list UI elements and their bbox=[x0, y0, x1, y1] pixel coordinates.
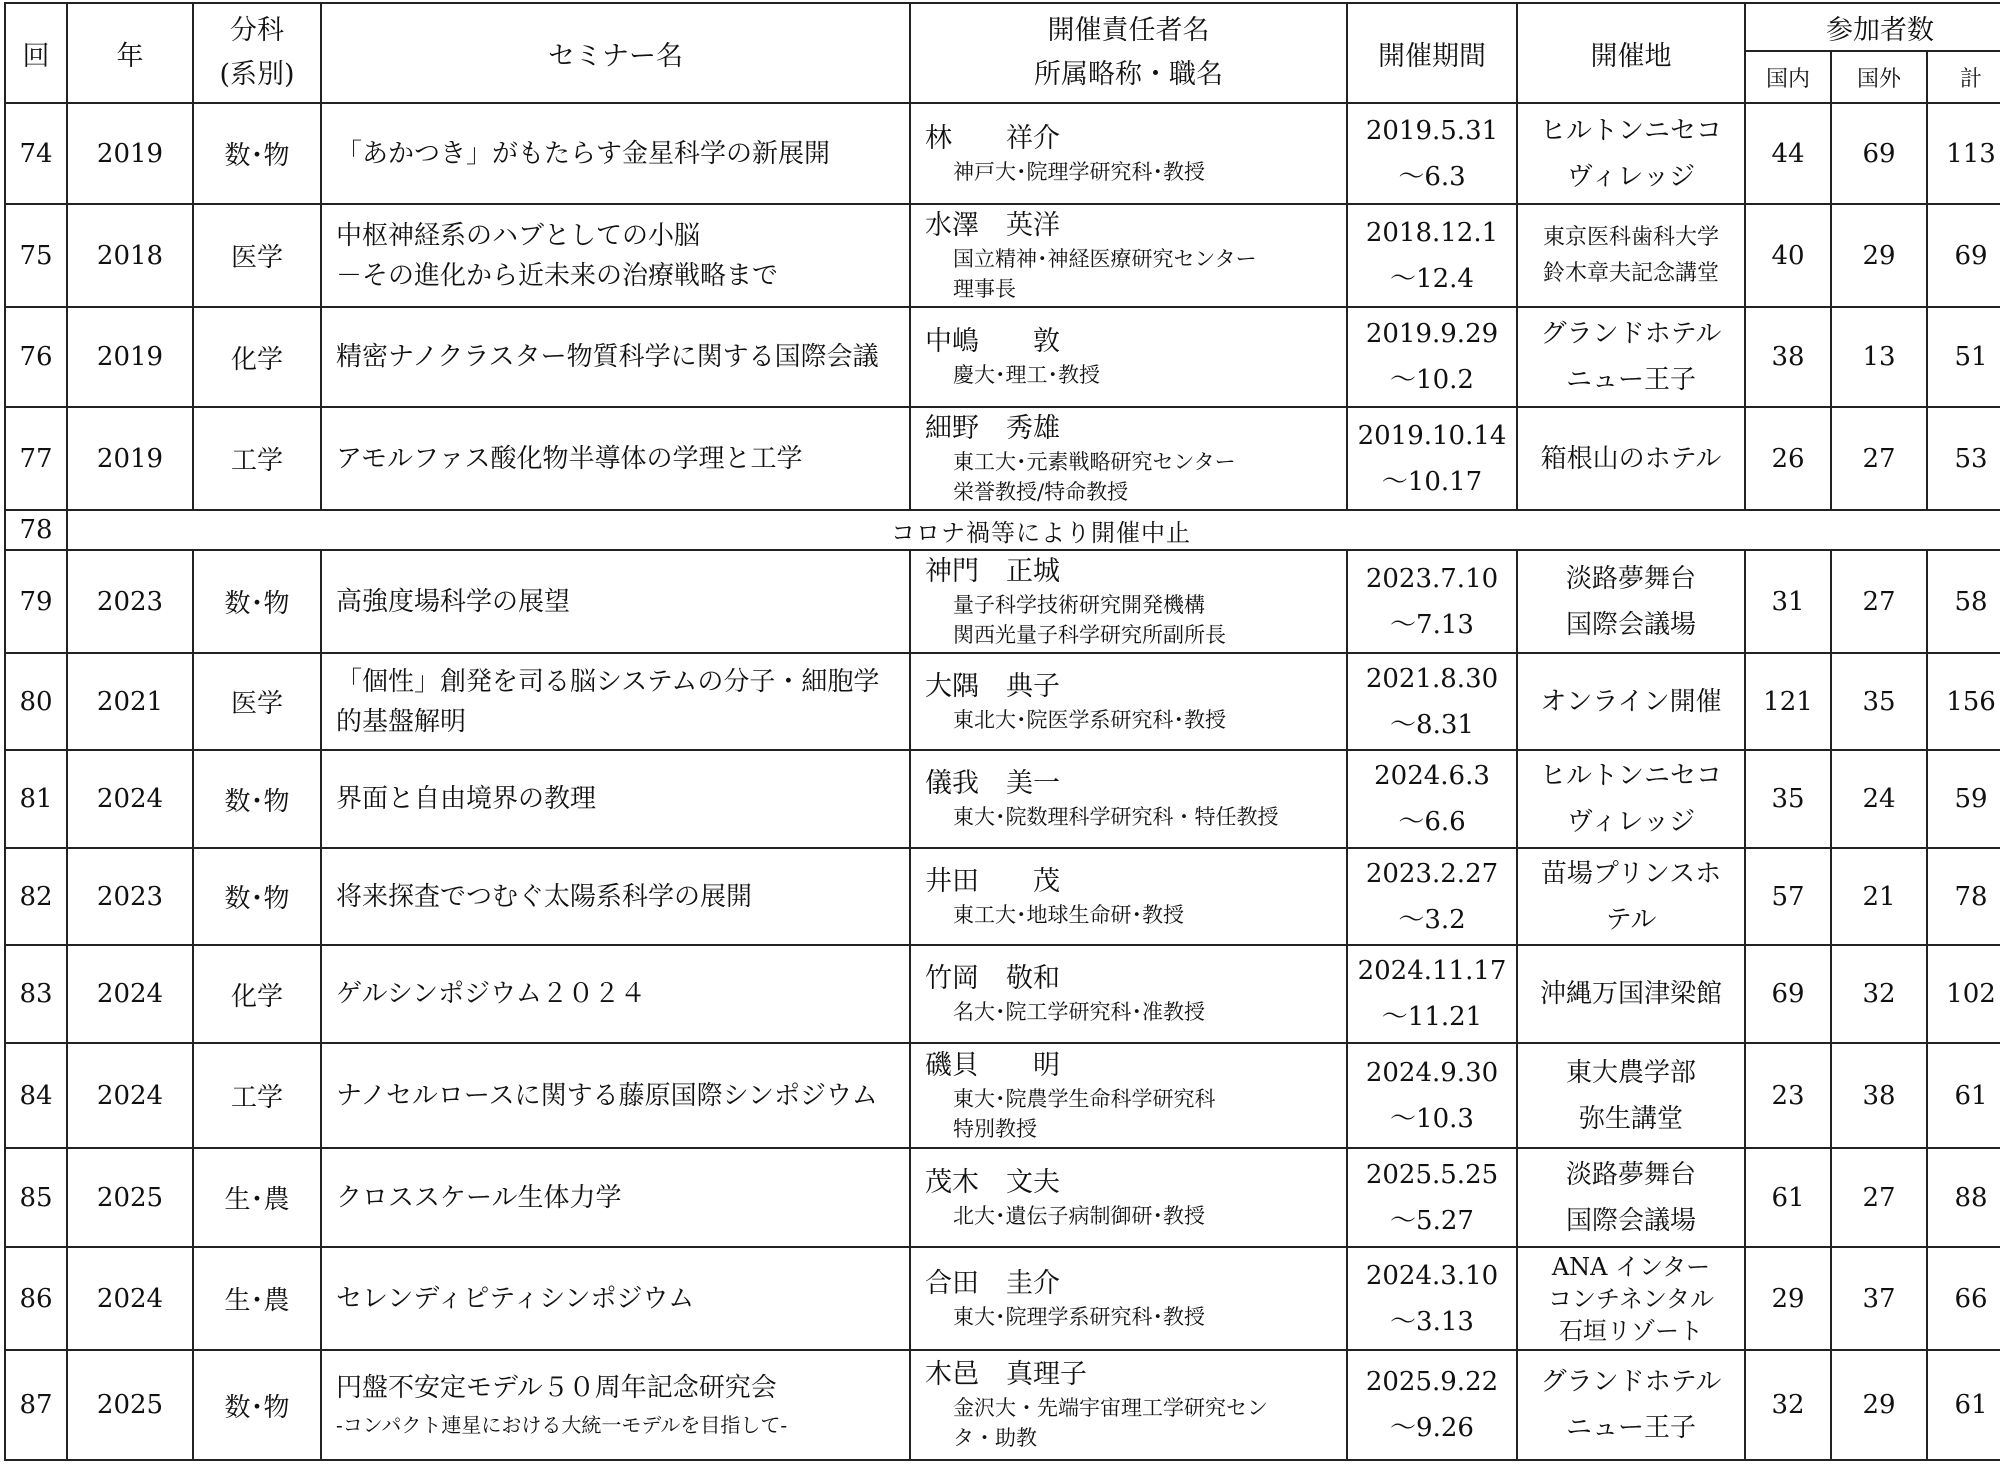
cell-total: 88 bbox=[1927, 1148, 2000, 1247]
cell-domestic: 35 bbox=[1745, 750, 1831, 848]
cell-no: 87 bbox=[5, 1350, 67, 1460]
cell-venue: 箱根山のホテル bbox=[1517, 407, 1745, 510]
cell-overseas: 27 bbox=[1831, 407, 1927, 510]
cell-period: 2019.5.31 ～6.3 bbox=[1347, 103, 1517, 204]
cell-cancelled: コロナ禍等により開催中止 bbox=[67, 510, 2000, 550]
organizer-affiliation: 東工大･元素戦略研究センター 栄誉教授/特命教授 bbox=[953, 449, 1236, 504]
cell-organizer bbox=[910, 1148, 1347, 1247]
cell-title bbox=[321, 1247, 910, 1350]
cell-no: 78 bbox=[5, 510, 67, 550]
cell-year: 2023 bbox=[67, 550, 193, 653]
cell-domestic: 38 bbox=[1745, 307, 1831, 407]
cell-total: 78 bbox=[1927, 848, 2000, 945]
table-row bbox=[5, 1148, 2000, 1247]
cell-total: 58 bbox=[1927, 550, 2000, 653]
cell-period: 2018.12.1 ～12.4 bbox=[1347, 204, 1517, 307]
cell-no: 86 bbox=[5, 1247, 67, 1350]
cell-period: 2025.5.25 ～5.27 bbox=[1347, 1148, 1517, 1247]
cell-field: 数･物 bbox=[193, 550, 321, 653]
cell-venue: グランドホテル ニュー王子 bbox=[1517, 1350, 1745, 1460]
cell-domestic: 29 bbox=[1745, 1247, 1831, 1350]
cell-field: 数･物 bbox=[193, 848, 321, 945]
table-row bbox=[5, 750, 2000, 848]
organizer-name: 茂木 文夫 bbox=[925, 1166, 1060, 1198]
cell-title bbox=[321, 407, 910, 510]
cell-no: 81 bbox=[5, 750, 67, 848]
cell-domestic: 44 bbox=[1745, 103, 1831, 204]
cell-overseas: 13 bbox=[1831, 307, 1927, 407]
cell-overseas: 24 bbox=[1831, 750, 1927, 848]
cell-year: 2018 bbox=[67, 204, 193, 307]
cell-year: 2019 bbox=[67, 407, 193, 510]
cell-no: 83 bbox=[5, 945, 67, 1043]
cell-overseas: 32 bbox=[1831, 945, 1927, 1043]
cell-overseas: 29 bbox=[1831, 1350, 1927, 1460]
organizer-name: 林 祥介 bbox=[925, 122, 1060, 154]
cell-title bbox=[321, 1148, 910, 1247]
seminar-title: 界面と自由境界の教理 bbox=[336, 784, 597, 814]
table-row bbox=[5, 1247, 2000, 1350]
table-row bbox=[5, 407, 2000, 510]
cell-total: 61 bbox=[1927, 1043, 2000, 1148]
cell-field: 医学 bbox=[193, 204, 321, 307]
seminar-title: アモルファス酸化物半導体の学理と工学 bbox=[336, 443, 803, 474]
header-venue: 開催地 bbox=[1517, 3, 1745, 103]
table-row bbox=[5, 204, 2000, 307]
cell-organizer bbox=[910, 1350, 1347, 1460]
header-row bbox=[5, 3, 2000, 51]
header-total: 計 bbox=[1927, 51, 2000, 103]
organizer-affiliation: 東大･院農学生命科学研究科 特別教授 bbox=[953, 1086, 1216, 1141]
cell-title bbox=[321, 653, 910, 750]
cell-overseas: 69 bbox=[1831, 103, 1927, 204]
cell-total: 59 bbox=[1927, 750, 2000, 848]
cell-organizer bbox=[910, 848, 1347, 945]
organizer-name: 大隅 典子 bbox=[925, 670, 1060, 702]
seminar-title: 中枢神経系のハブとしての小脳 －その進化から近未来の治療戦略まで bbox=[336, 220, 779, 291]
seminar-title: セレンディピティシンポジウム bbox=[336, 1283, 695, 1314]
cell-domestic: 57 bbox=[1745, 848, 1831, 945]
table-body bbox=[5, 103, 2000, 1460]
cell-field: 生･農 bbox=[193, 1148, 321, 1247]
cell-year: 2023 bbox=[67, 848, 193, 945]
cell-venue: 苗場プリンスホ テル bbox=[1517, 848, 1745, 945]
cell-field: 工学 bbox=[193, 1043, 321, 1148]
cell-no: 76 bbox=[5, 307, 67, 407]
table-row bbox=[5, 1043, 2000, 1148]
cell-no: 77 bbox=[5, 407, 67, 510]
seminar-title: 「あかつき」がもたらす金星科学の新展開 bbox=[336, 138, 831, 169]
seminar-subtitle: -コンパクト連星における大統一モデルを目指して- bbox=[336, 1413, 788, 1437]
cell-organizer bbox=[910, 307, 1347, 407]
cell-organizer bbox=[910, 204, 1347, 307]
cell-no: 82 bbox=[5, 848, 67, 945]
table-row bbox=[5, 1350, 2000, 1460]
cell-period: 2019.9.29 ～10.2 bbox=[1347, 307, 1517, 407]
organizer-affiliation: 慶大･理工･教授 bbox=[953, 363, 1100, 387]
seminar-title: 「個性」創発を司る脳システムの分子・細胞学的基盤解明 bbox=[336, 666, 880, 737]
header-no: 回 bbox=[5, 3, 67, 103]
table-row bbox=[5, 103, 2000, 204]
cell-overseas: 27 bbox=[1831, 550, 1927, 653]
header-field: 分科 (系別) bbox=[193, 3, 321, 103]
organizer-name: 細野 秀雄 bbox=[925, 412, 1060, 444]
organizer-name: 水澤 英洋 bbox=[925, 209, 1060, 241]
cell-title bbox=[321, 945, 910, 1043]
cell-field: 医学 bbox=[193, 653, 321, 750]
cell-total: 69 bbox=[1927, 204, 2000, 307]
cell-no: 74 bbox=[5, 103, 67, 204]
organizer-affiliation: 東大･院数理科学研究科・特任教授 bbox=[953, 805, 1279, 829]
cell-venue: オンライン開催 bbox=[1517, 653, 1745, 750]
organizer-affiliation: 量子科学技術研究開発機構 関西光量子科学研究所副所長 bbox=[953, 592, 1226, 647]
cell-period: 2023.2.27 ～3.2 bbox=[1347, 848, 1517, 945]
cell-title bbox=[321, 750, 910, 848]
cell-domestic: 26 bbox=[1745, 407, 1831, 510]
cell-year: 2024 bbox=[67, 945, 193, 1043]
cell-venue: グランドホテル ニュー王子 bbox=[1517, 307, 1745, 407]
cell-total: 113 bbox=[1927, 103, 2000, 204]
organizer-affiliation: 東工大･地球生命研･教授 bbox=[953, 902, 1184, 927]
cell-organizer bbox=[910, 550, 1347, 653]
cell-year: 2024 bbox=[67, 750, 193, 848]
cell-title bbox=[321, 848, 910, 945]
seminar-title: 精密ナノクラスター物質科学に関する国際会議 bbox=[336, 342, 879, 372]
cell-domestic: 69 bbox=[1745, 945, 1831, 1043]
seminar-title: クロススケール生体力学 bbox=[336, 1182, 622, 1213]
seminar-title: ナノセルロースに関する藤原国際シンポジウム bbox=[336, 1080, 878, 1111]
organizer-affiliation: 名大･院工学研究科･准教授 bbox=[953, 1000, 1205, 1024]
cell-organizer bbox=[910, 103, 1347, 204]
cell-field: 生･農 bbox=[193, 1247, 321, 1350]
cell-field: 化学 bbox=[193, 307, 321, 407]
cell-overseas: 37 bbox=[1831, 1247, 1927, 1350]
seminar-title: 円盤不安定モデル５０周年記念研究会 bbox=[336, 1373, 777, 1403]
cell-field: 数･物 bbox=[193, 1350, 321, 1460]
cell-total: 66 bbox=[1927, 1247, 2000, 1350]
cell-domestic: 121 bbox=[1745, 653, 1831, 750]
cell-title bbox=[321, 103, 910, 204]
cell-title bbox=[321, 1350, 910, 1460]
cell-year: 2025 bbox=[67, 1148, 193, 1247]
cell-venue: ANA インター コンチネンタル 石垣リゾート bbox=[1517, 1247, 1745, 1350]
cell-organizer bbox=[910, 653, 1347, 750]
organizer-name: 磯貝 明 bbox=[925, 1049, 1060, 1081]
cell-venue: 淡路夢舞台 国際会議場 bbox=[1517, 550, 1745, 653]
cell-no: 79 bbox=[5, 550, 67, 653]
cell-field: 化学 bbox=[193, 945, 321, 1043]
cell-overseas: 38 bbox=[1831, 1043, 1927, 1148]
cell-organizer bbox=[910, 1043, 1347, 1148]
cell-venue: 淡路夢舞台 国際会議場 bbox=[1517, 1148, 1745, 1247]
cell-venue: ヒルトンニセコ ヴィレッジ bbox=[1517, 750, 1745, 848]
seminar-table bbox=[4, 2, 2000, 1461]
cell-period: 2024.3.10 ～3.13 bbox=[1347, 1247, 1517, 1350]
organizer-affiliation: 東大･院理学系研究科･教授 bbox=[953, 1304, 1205, 1329]
organizer-affiliation: 国立精神･神経医療研究センター 理事長 bbox=[953, 246, 1257, 301]
cell-venue: ヒルトンニセコ ヴィレッジ bbox=[1517, 103, 1745, 204]
cell-no: 85 bbox=[5, 1148, 67, 1247]
cell-total: 53 bbox=[1927, 407, 2000, 510]
cell-domestic: 23 bbox=[1745, 1043, 1831, 1148]
cell-domestic: 61 bbox=[1745, 1148, 1831, 1247]
cell-title bbox=[321, 307, 910, 407]
cell-period: 2024.11.17 ～11.21 bbox=[1347, 945, 1517, 1043]
cell-total: 156 bbox=[1927, 653, 2000, 750]
cell-title bbox=[321, 1043, 910, 1148]
organizer-affiliation: 北大･遺伝子病制御研･教授 bbox=[953, 1203, 1205, 1228]
cell-period: 2024.6.3 ～6.6 bbox=[1347, 750, 1517, 848]
header-organizer: 開催責任者名 所属略称・職名 bbox=[910, 3, 1347, 103]
cell-total: 51 bbox=[1927, 307, 2000, 407]
table-row bbox=[5, 307, 2000, 407]
cell-period: 2021.8.30 ～8.31 bbox=[1347, 653, 1517, 750]
cell-organizer bbox=[910, 407, 1347, 510]
cell-title bbox=[321, 550, 910, 653]
cell-organizer bbox=[910, 750, 1347, 848]
organizer-name: 竹岡 敬和 bbox=[925, 963, 1060, 994]
cell-overseas: 29 bbox=[1831, 204, 1927, 307]
seminar-title: ゲルシンポジウム２０２４ bbox=[336, 979, 646, 1009]
table-row bbox=[5, 945, 2000, 1043]
cell-no: 80 bbox=[5, 653, 67, 750]
organizer-name: 儀我 美一 bbox=[925, 768, 1060, 799]
cell-field: 数･物 bbox=[193, 103, 321, 204]
cell-organizer bbox=[910, 1247, 1347, 1350]
organizer-name: 木邑 真理子 bbox=[925, 1359, 1087, 1390]
cell-year: 2019 bbox=[67, 307, 193, 407]
cell-domestic: 31 bbox=[1745, 550, 1831, 653]
header-year: 年 bbox=[67, 3, 193, 103]
cell-period: 2024.9.30 ～10.3 bbox=[1347, 1043, 1517, 1148]
organizer-affiliation: 神戸大･院理学研究科･教授 bbox=[953, 159, 1205, 184]
cell-total: 102 bbox=[1927, 945, 2000, 1043]
organizer-name: 神門 正城 bbox=[925, 555, 1060, 587]
header-title: セミナー名 bbox=[321, 3, 910, 103]
cell-total: 61 bbox=[1927, 1350, 2000, 1460]
table-row bbox=[5, 848, 2000, 945]
cell-year: 2024 bbox=[67, 1247, 193, 1350]
table-row bbox=[5, 653, 2000, 750]
cell-year: 2025 bbox=[67, 1350, 193, 1460]
cell-period: 2019.10.14 ～10.17 bbox=[1347, 407, 1517, 510]
organizer-affiliation: 金沢大・先端宇宙理工学研究セン タ・助教 bbox=[953, 1396, 1268, 1450]
cell-title bbox=[321, 204, 910, 307]
cell-organizer bbox=[910, 945, 1347, 1043]
table-row bbox=[5, 510, 2000, 550]
cell-venue: 沖縄万国津梁館 bbox=[1517, 945, 1745, 1043]
cell-no: 75 bbox=[5, 204, 67, 307]
cell-overseas: 35 bbox=[1831, 653, 1927, 750]
seminar-title: 将来探査でつむぐ太陽系科学の展開 bbox=[336, 881, 753, 912]
cell-year: 2019 bbox=[67, 103, 193, 204]
cell-venue: 東大農学部 弥生講堂 bbox=[1517, 1043, 1745, 1148]
cell-domestic: 40 bbox=[1745, 204, 1831, 307]
seminar-title: 高強度場科学の展望 bbox=[336, 586, 571, 617]
organizer-name: 合田 圭介 bbox=[925, 1267, 1060, 1299]
cell-overseas: 27 bbox=[1831, 1148, 1927, 1247]
table-row bbox=[5, 550, 2000, 653]
cell-period: 2025.9.22 ～9.26 bbox=[1347, 1350, 1517, 1460]
organizer-name: 中嶋 敦 bbox=[925, 326, 1060, 357]
cell-year: 2021 bbox=[67, 653, 193, 750]
cell-domestic: 32 bbox=[1745, 1350, 1831, 1460]
organizer-affiliation: 東北大･院医学系研究科･教授 bbox=[953, 707, 1226, 732]
cell-venue: 東京医科歯科大学 鈴木章夫記念講堂 bbox=[1517, 204, 1745, 307]
header-period: 開催期間 bbox=[1347, 3, 1517, 103]
cell-no: 84 bbox=[5, 1043, 67, 1148]
cell-field: 工学 bbox=[193, 407, 321, 510]
cell-overseas: 21 bbox=[1831, 848, 1927, 945]
cell-field: 数･物 bbox=[193, 750, 321, 848]
header-participants: 参加者数 bbox=[1745, 3, 2000, 51]
header-domestic: 国内 bbox=[1745, 51, 1831, 103]
cell-year: 2024 bbox=[67, 1043, 193, 1148]
organizer-name: 井田 茂 bbox=[925, 865, 1060, 897]
header-overseas: 国外 bbox=[1831, 51, 1927, 103]
cell-period: 2023.7.10 ～7.13 bbox=[1347, 550, 1517, 653]
